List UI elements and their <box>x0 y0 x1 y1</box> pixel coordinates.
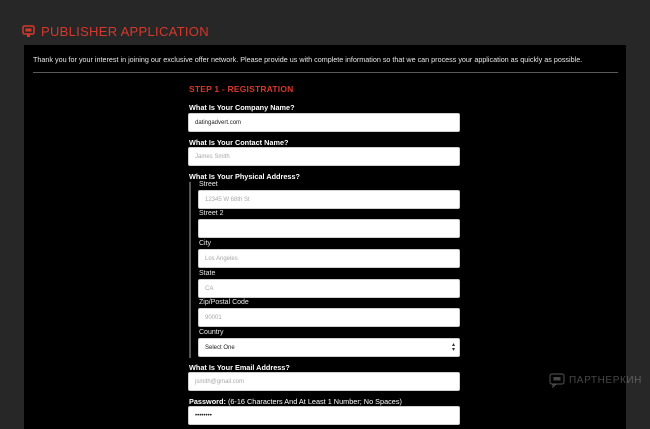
country-label: Country <box>199 329 224 336</box>
city-label: City <box>199 240 212 247</box>
step-title: STEP 1 - REGISTRATION <box>189 84 294 94</box>
intro-text: Thank you for your interest in joining our exclusive offer network. Please provide us with complete information so that we can process your application as quickly as possible. <box>33 55 583 64</box>
street2-label: Street 2 <box>199 210 224 217</box>
watermark <box>549 372 642 388</box>
application-panel <box>24 45 626 429</box>
company-name-label: What Is Your Company Name? <box>189 103 295 112</box>
address-label: What Is Your Physical Address? <box>189 172 300 181</box>
email-label: What Is Your Email Address? <box>189 363 290 372</box>
contact-name-label: What Is Your Contact Name? <box>189 138 289 147</box>
password-label-text: Password: <box>189 397 226 406</box>
city-input[interactable]: Los Angeles <box>198 249 460 268</box>
address-group-bar <box>189 182 191 358</box>
country-select[interactable] <box>198 338 460 357</box>
email-input[interactable]: jsmith@gmail.com <box>188 372 460 391</box>
divider <box>33 72 618 73</box>
street2-input[interactable] <box>198 219 460 238</box>
password-input[interactable]: •••••••• <box>188 406 460 425</box>
street-input[interactable]: 12345 W 68th St <box>198 190 460 209</box>
password-hint: (6-16 Characters And At Least 1 Number; No Spaces) <box>227 397 402 406</box>
publisher-icon <box>22 25 35 38</box>
street-label: Street <box>199 181 218 188</box>
contact-name-input[interactable]: James Smith <box>188 147 460 166</box>
select-arrows-icon: ▴ ▾ <box>451 341 455 353</box>
state-input[interactable]: CA <box>198 279 460 298</box>
zip-input[interactable]: 90001 <box>198 308 460 327</box>
country-select-value: Select One <box>205 344 235 351</box>
company-name-input[interactable]: datingadvert.com <box>188 113 460 132</box>
page-header <box>22 20 209 42</box>
watermark-text: ПАРТНЕРКИН <box>569 374 642 386</box>
chat-bubble-icon <box>549 372 565 388</box>
page-title: PUBLISHER APPLICATION <box>41 23 209 39</box>
state-label: State <box>199 270 216 277</box>
password-label <box>189 397 402 406</box>
zip-label: Zip/Postal Code <box>199 299 249 306</box>
